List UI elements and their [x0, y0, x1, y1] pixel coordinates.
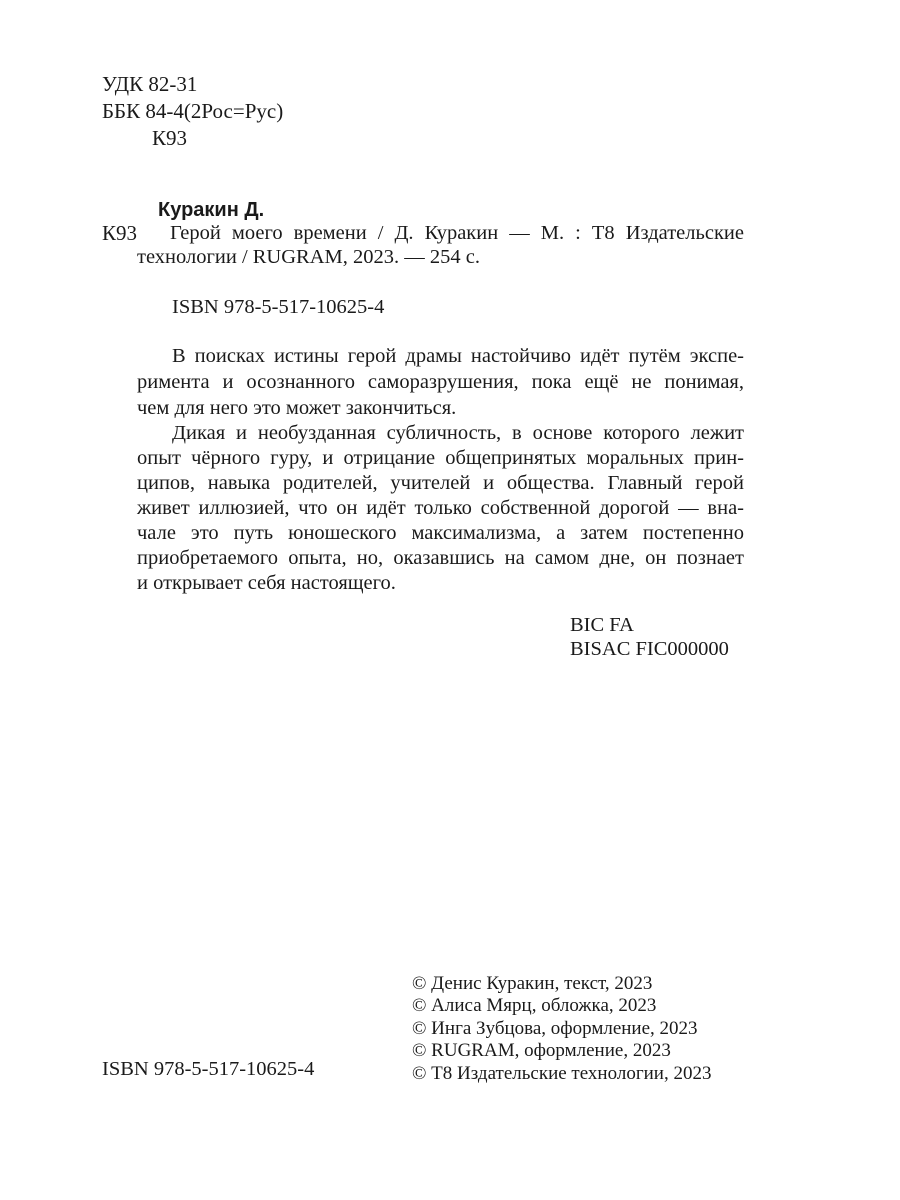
copyright-line: © Алиса Мярц, обложка, 2023 — [412, 995, 657, 1016]
annotation-line: ципов, навыка родителей, учителей и общества. Главный герой — [137, 472, 744, 494]
copyright-line: © RUGRAM, оформление, 2023 — [412, 1040, 671, 1061]
bic-code: BIC FA — [570, 614, 634, 636]
footer-isbn: ISBN 978-5-517-10625-4 — [102, 1058, 315, 1080]
author-name: Куракин Д. — [158, 199, 265, 221]
margin-author-mark: К93 — [102, 221, 138, 245]
annotation-line: римента и осознанного саморазрушения, пока ещё не понимая, — [137, 371, 744, 393]
udk-code: УДК 82-31 — [102, 72, 198, 96]
bibliographic-description-line-1: Герой моего времени / Д. Куракин — М. : Т8 Издательские — [170, 222, 744, 244]
isbn-record: ISBN 978-5-517-10625-4 — [172, 296, 385, 318]
annotation-line: В поисках истины герой драмы настойчиво идёт путём экспе- — [172, 345, 744, 367]
annotation-line: и открывает себя настоящего. — [137, 572, 396, 594]
annotation-line: чале это путь юношеского максимализма, а затем постепенно — [137, 522, 744, 544]
annotation-line: Дикая и необузданная субличность, в основе которого лежит — [172, 422, 744, 444]
copyright-line: © Инга Зубцова, оформление, 2023 — [412, 1018, 698, 1039]
annotation-line: опыт чёрного гуру, и отрицание общепринятых моральных прин- — [137, 447, 744, 469]
annotation-line: чем для него это может закончиться. — [137, 397, 457, 419]
bbk-code: ББК 84-4(2Рос=Рус) — [102, 99, 284, 123]
author-mark: К93 — [152, 126, 188, 150]
annotation-line: живет иллюзией, что он идёт только собственной дорогой — вна- — [137, 497, 744, 519]
bisac-code: BISAC FIC000000 — [570, 638, 729, 660]
copyright-line: © Денис Куракин, текст, 2023 — [412, 973, 653, 994]
annotation-line: приобретаемого опыта, но, оказавшись на самом дне, он познает — [137, 547, 744, 569]
bibliographic-description-line-2: технологии / RUGRAM, 2023. — 254 с. — [137, 246, 480, 268]
copyright-line: © Т8 Издательские технологии, 2023 — [412, 1063, 712, 1084]
